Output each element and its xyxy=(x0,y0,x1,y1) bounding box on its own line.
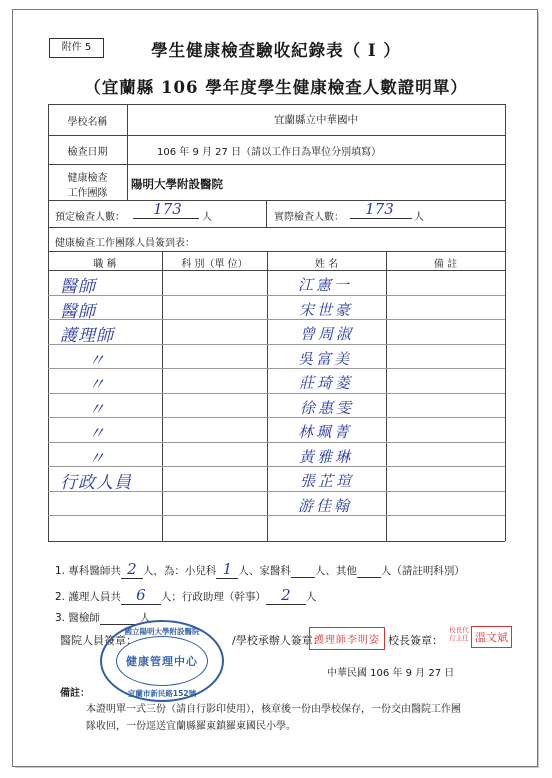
row-title: 〃 xyxy=(88,350,106,371)
row-name: 張芷瑄 xyxy=(300,472,355,490)
row-divider xyxy=(48,442,505,443)
row-divider xyxy=(48,466,505,467)
notes-label: 備註： xyxy=(60,688,90,699)
row-divider xyxy=(48,295,505,296)
row-divider xyxy=(48,515,505,516)
actual-count-unit: 人 xyxy=(414,212,424,223)
planned-count-value: 173 xyxy=(153,200,182,218)
seal-bottom-text: 宜蘭市新民路152號 xyxy=(127,689,197,698)
row-title: 醫師 xyxy=(60,277,96,297)
principal-stamp-small-2: 行主任 xyxy=(449,634,469,642)
column-header-department: 科 別（單 位） xyxy=(181,259,248,270)
attachment-label: 附件 5 xyxy=(49,38,104,58)
hospital-seal xyxy=(100,620,224,702)
date-bottom: 中華民國 106 年 9 月 27 日 xyxy=(327,668,455,679)
nurse-count: 6 xyxy=(121,586,161,605)
row-name: 宋世豪 xyxy=(299,300,354,319)
row-name: 黃雅琳 xyxy=(299,447,354,466)
row-divider xyxy=(48,368,505,369)
row-name: 江憲一 xyxy=(298,276,353,294)
summary-line-1: 1. 專科醫師共 2 人，為：小兒科 1 人、家醫科 人、其他 人（請註明科別） xyxy=(55,560,465,578)
signin-label: 健康檢查工作團隊人員簽到表： xyxy=(55,238,195,249)
column-header-remarks: 備 註 xyxy=(433,259,458,270)
date-label: 檢查日期 xyxy=(67,147,108,158)
team-label-line1: 健康檢查 xyxy=(67,173,108,184)
seal-top-text: 國立陽明大學附設醫院 xyxy=(124,627,200,636)
school-staff-stamp: 護理師李明姿 xyxy=(309,627,385,650)
actual-count-label: 實際檢查人數： xyxy=(274,212,344,223)
principal-stamp-group xyxy=(449,626,511,646)
document-subtitle: （宜蘭縣 106 學年度學生健康檢查人數證明單） xyxy=(84,78,468,97)
row-divider xyxy=(48,417,505,418)
summary-line-3: 3. 醫檢師 人 xyxy=(55,612,151,624)
column-header-title: 職 稱 xyxy=(93,259,117,270)
row-divider xyxy=(48,319,505,320)
row-name: 林珮菁 xyxy=(298,423,353,441)
row-title: 〃 xyxy=(88,375,106,395)
notes-line-1: 本證明單一式三份（請自行影印使用），核章後一份由學校保存，一份交由醫院工作團 xyxy=(86,704,461,715)
school-signature-label: /學校承辦人簽章： xyxy=(232,634,324,647)
row-title: 〃 xyxy=(88,424,106,444)
row-title: 〃 xyxy=(88,448,106,469)
row-title: 〃 xyxy=(88,399,106,420)
team-value: 陽明大學附設醫院 xyxy=(131,177,223,191)
row-name: 莊琦菱 xyxy=(299,374,354,392)
row-divider xyxy=(48,344,505,345)
seal-center-text: 健康管理中心 xyxy=(126,655,198,668)
row-title: 行政人員 xyxy=(60,473,132,493)
planned-count-unit: 人 xyxy=(202,212,212,223)
principal-stamp: 溫文斌 xyxy=(471,626,512,648)
row-title: 醫師 xyxy=(60,301,96,322)
planned-count-label: 預定檢查人數： xyxy=(55,212,125,223)
date-value: 106 年 9 月 27 日（請以工作日為單位分別填寫） xyxy=(157,147,382,158)
planned-count-underline xyxy=(133,218,199,219)
row-name: 游佳翰 xyxy=(298,496,353,515)
admin-count: 2 xyxy=(266,586,306,605)
school-label: 學校名稱 xyxy=(67,117,108,128)
column-header-name: 姓 名 xyxy=(314,259,339,270)
notes-line-2: 隊收回，一份逕送宜蘭縣羅東鎮羅東國民小學。 xyxy=(86,721,296,732)
hospital-signature-label: 醫院人員簽章： xyxy=(60,634,137,647)
summary-line-2: 2. 護理人員共 6 人；行政助理（幹事） 2 人 xyxy=(55,586,317,604)
row-divider xyxy=(48,491,505,492)
row-name: 徐惠雯 xyxy=(300,398,355,417)
actual-count-value: 173 xyxy=(365,200,394,218)
row-title: 護理師 xyxy=(60,326,114,346)
principal-stamp-small-1: 校長代 xyxy=(449,626,469,634)
actual-count-underline xyxy=(350,218,412,219)
pediatric-count: 1 xyxy=(216,560,238,579)
row-name: 吳富美 xyxy=(298,349,353,368)
row-name: 曾周淑 xyxy=(300,325,355,343)
document-title: 學生健康檢查驗收紀錄表（ I ） xyxy=(151,41,401,60)
principal-signature-label: 校長簽章： xyxy=(388,634,443,647)
school-value: 宜蘭縣立中華國中 xyxy=(274,114,358,126)
team-label-line2: 工作團隊 xyxy=(67,188,108,199)
row-divider xyxy=(48,393,505,394)
specialist-count: 2 xyxy=(121,560,143,579)
